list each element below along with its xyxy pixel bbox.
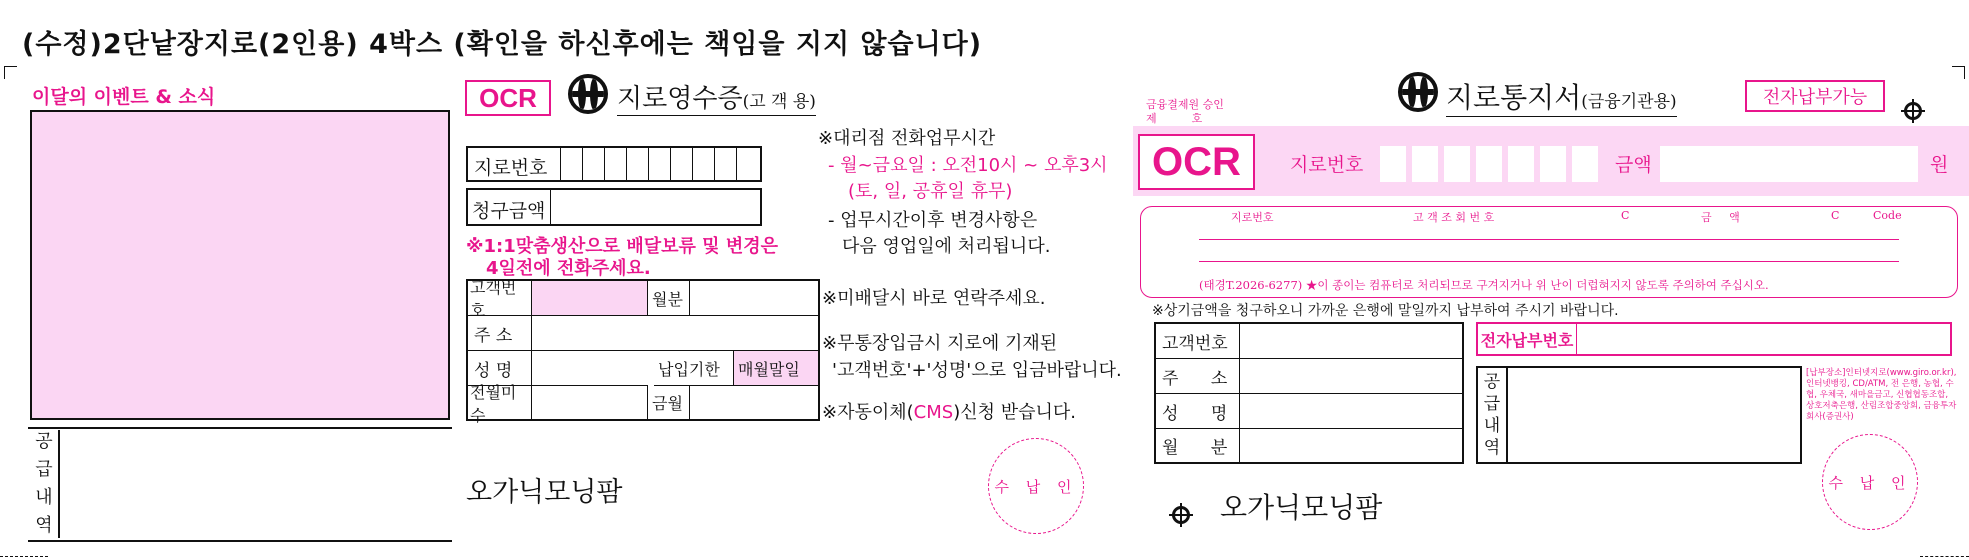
crop-mark-top-right: [1952, 66, 1965, 79]
code-header-check-2: C: [1831, 209, 1840, 222]
hours-line-2: (토, 일, 공휴일 휴무): [848, 181, 1013, 202]
document-title: (수정)2단낱장지로(2인용) 4박스 (확인을 하신후에는 책임을 지지 않습니다): [22, 29, 983, 60]
epay-number-label: 전자납부번호: [1478, 324, 1577, 354]
notice-won-label: 원: [1930, 154, 1949, 176]
receipt-name-value: [532, 351, 648, 386]
notice-giro-digit-7: [1572, 146, 1598, 182]
code-strip-line-1: [1199, 239, 1899, 240]
notice-title-main: 지로통지서: [1446, 81, 1582, 114]
receipt-info-table: [466, 278, 820, 425]
notice-title-sub: (금융기관용): [1581, 92, 1677, 112]
notice-name-label: 성 명: [1156, 394, 1240, 429]
notice-supply-char-1: 공: [1483, 372, 1501, 392]
left-supply-bottom-rule: [28, 540, 452, 542]
receipt-ocr-badge: OCR: [465, 80, 551, 116]
notice-customer-no-label: 고객번호: [1156, 324, 1240, 359]
events-title: 이달의 이벤트 & 소식: [32, 86, 216, 108]
receipt-warning-1: ※1:1맞춤생산으로 배달보류 및 변경은: [466, 236, 778, 257]
receipt-customer-no-label: 고객번호: [468, 281, 532, 316]
notice-address-value: [1240, 359, 1462, 394]
receipt-address-label: 주 소: [468, 316, 532, 351]
notice-customer-no-value: [1240, 324, 1462, 359]
code-header-giro: 지로번호: [1231, 211, 1274, 224]
supply-char-1: 공: [35, 431, 53, 452]
notice-title: [1446, 76, 1677, 117]
giro-logo-icon: [568, 74, 608, 114]
receipt-due-label: 납입기한: [654, 351, 734, 386]
notice-giro-digit-1: [1380, 146, 1406, 182]
cms-note-prefix: ※자동이체(: [822, 402, 914, 423]
supply-char-4: 역: [35, 515, 53, 536]
notice-supply-label: [1478, 368, 1508, 462]
notice-name-value: [1240, 394, 1462, 429]
receipt-month-value: [690, 281, 818, 316]
receipt-this-month-value: [690, 386, 818, 419]
bank-note-1: ※무통장입금시 지로에 기재된: [822, 333, 1058, 354]
receipt-this-month-label: 금월: [648, 386, 690, 419]
perforation-left: [0, 556, 48, 557]
receipt-month-label: 월분: [648, 281, 690, 316]
code-header-code: Code: [1873, 209, 1902, 222]
code-strip-line-2: [1199, 261, 1899, 262]
registration-mark-bottom: [1172, 506, 1190, 524]
notice-giro-digit-2: [1412, 146, 1438, 182]
epay-number-box: [1476, 322, 1952, 356]
notice-amount-label: 금액: [1615, 154, 1652, 176]
left-supply-label: [30, 430, 60, 538]
crop-mark-top-left: [4, 66, 17, 79]
notice-address-label: 주 소: [1156, 359, 1240, 394]
receipt-due-value: 매월말일: [734, 351, 818, 386]
receipt-title-main: 지로영수증: [617, 84, 743, 114]
hours-title: ※대리점 전화업무시간: [818, 128, 996, 149]
notice-giro-digit-4: [1476, 146, 1502, 182]
receipt-giro-number-box: [466, 146, 762, 182]
receipt-charge-box: [466, 188, 762, 226]
bank-note-2: '고객번호'+'성명'으로 입금바랍니다.: [832, 360, 1122, 381]
receipt-customer-no-value: [532, 281, 648, 316]
giro-logo-icon: [1398, 72, 1438, 112]
code-header-amount: 금 액: [1701, 211, 1740, 224]
receipt-title: [617, 78, 816, 116]
notice-month-value: [1240, 429, 1462, 462]
notice-giro-digit-3: [1444, 146, 1470, 182]
receipt-name-label: 성 명: [468, 351, 532, 386]
notice-giro-number-label: 지로번호: [1290, 154, 1364, 176]
receipt-warning-2: 4일전에 전화주세요.: [486, 258, 651, 279]
receipt-giro-number-label: 지로번호: [474, 157, 548, 179]
notice-amount-field: [1660, 146, 1918, 182]
pay-places-note: [납부장소]인터넷지로(www.giro.or.kr), 인터넷뱅킹, CD/ATM, 전 은행, 농협, 수협, 우체국, 새마을금고, 신협협동조합, 상호저축은행, 산림조합중앙회, 금융투자회사(증권사): [1806, 368, 1957, 422]
receipt-address-value: [532, 316, 818, 351]
approval-line-1: 금융결제원 승인: [1146, 98, 1224, 111]
notice-info-table: [1154, 322, 1464, 464]
notice-request: ※상기금액을 청구하오니 가까운 은행에 말일까지 납부하여 주시기 바랍니다.: [1152, 303, 1619, 319]
notice-supply-char-3: 내: [1483, 416, 1501, 436]
notice-supply-char-4: 역: [1483, 438, 1501, 458]
notice-giro-digit-5: [1508, 146, 1534, 182]
receipt-stamp: 수 납 인: [988, 438, 1084, 534]
supply-char-3: 내: [35, 487, 53, 508]
code-header-check-1: C: [1621, 209, 1630, 222]
cms-note: [822, 398, 1076, 424]
supply-char-2: 급: [35, 459, 53, 480]
code-header-customer: 고 객 조 회 번 호: [1413, 211, 1495, 224]
cms-note-suffix: )신청 받습니다.: [953, 402, 1076, 423]
registration-mark-top: [1904, 102, 1922, 120]
notice-giro-digit-6: [1540, 146, 1566, 182]
notice-company: 오가닉모닝팜: [1220, 491, 1383, 524]
epay-badge: 전자납부가능: [1745, 80, 1885, 112]
notice-code-strip: [1140, 206, 1958, 298]
notice-month-label: 월 분: [1156, 429, 1240, 462]
notice-ocr-badge: OCR: [1138, 134, 1255, 190]
notice-supply-char-2: 급: [1483, 394, 1501, 414]
code-strip-note: (태경T.2026-6277) ★이 종이는 컴퓨터로 처리되므로 구겨지거나 위 난이 더럽혀지지 않도록 주의하여 주십시오.: [1199, 278, 1769, 292]
undelivered-note: ※미배달시 바로 연락주세요.: [822, 288, 1046, 309]
after-hours-line-1: - 업무시간이후 변경사항은: [828, 210, 1038, 231]
hours-line-1: - 월~금요일 : 오전10시 ~ 오후3시: [828, 155, 1108, 176]
events-box: [30, 110, 450, 420]
receipt-prev-unpaid-value: [532, 386, 648, 419]
approval-line-2: 제 호: [1146, 112, 1203, 125]
left-supply-top-rule: [28, 427, 452, 429]
receipt-company: 오가닉모닝팜: [466, 477, 623, 508]
notice-supply-box: [1476, 366, 1802, 464]
notice-stamp: 수 납 인: [1822, 434, 1918, 530]
receipt-charge-label: 청구금액: [472, 200, 546, 222]
receipt-prev-unpaid-label: 전월미수: [468, 386, 532, 419]
cms-note-word: CMS: [913, 402, 954, 423]
perforation-right: [1920, 556, 1969, 557]
after-hours-line-2: 다음 영업일에 처리됩니다.: [842, 236, 1051, 257]
receipt-title-sub: (고 객 용): [742, 92, 816, 112]
